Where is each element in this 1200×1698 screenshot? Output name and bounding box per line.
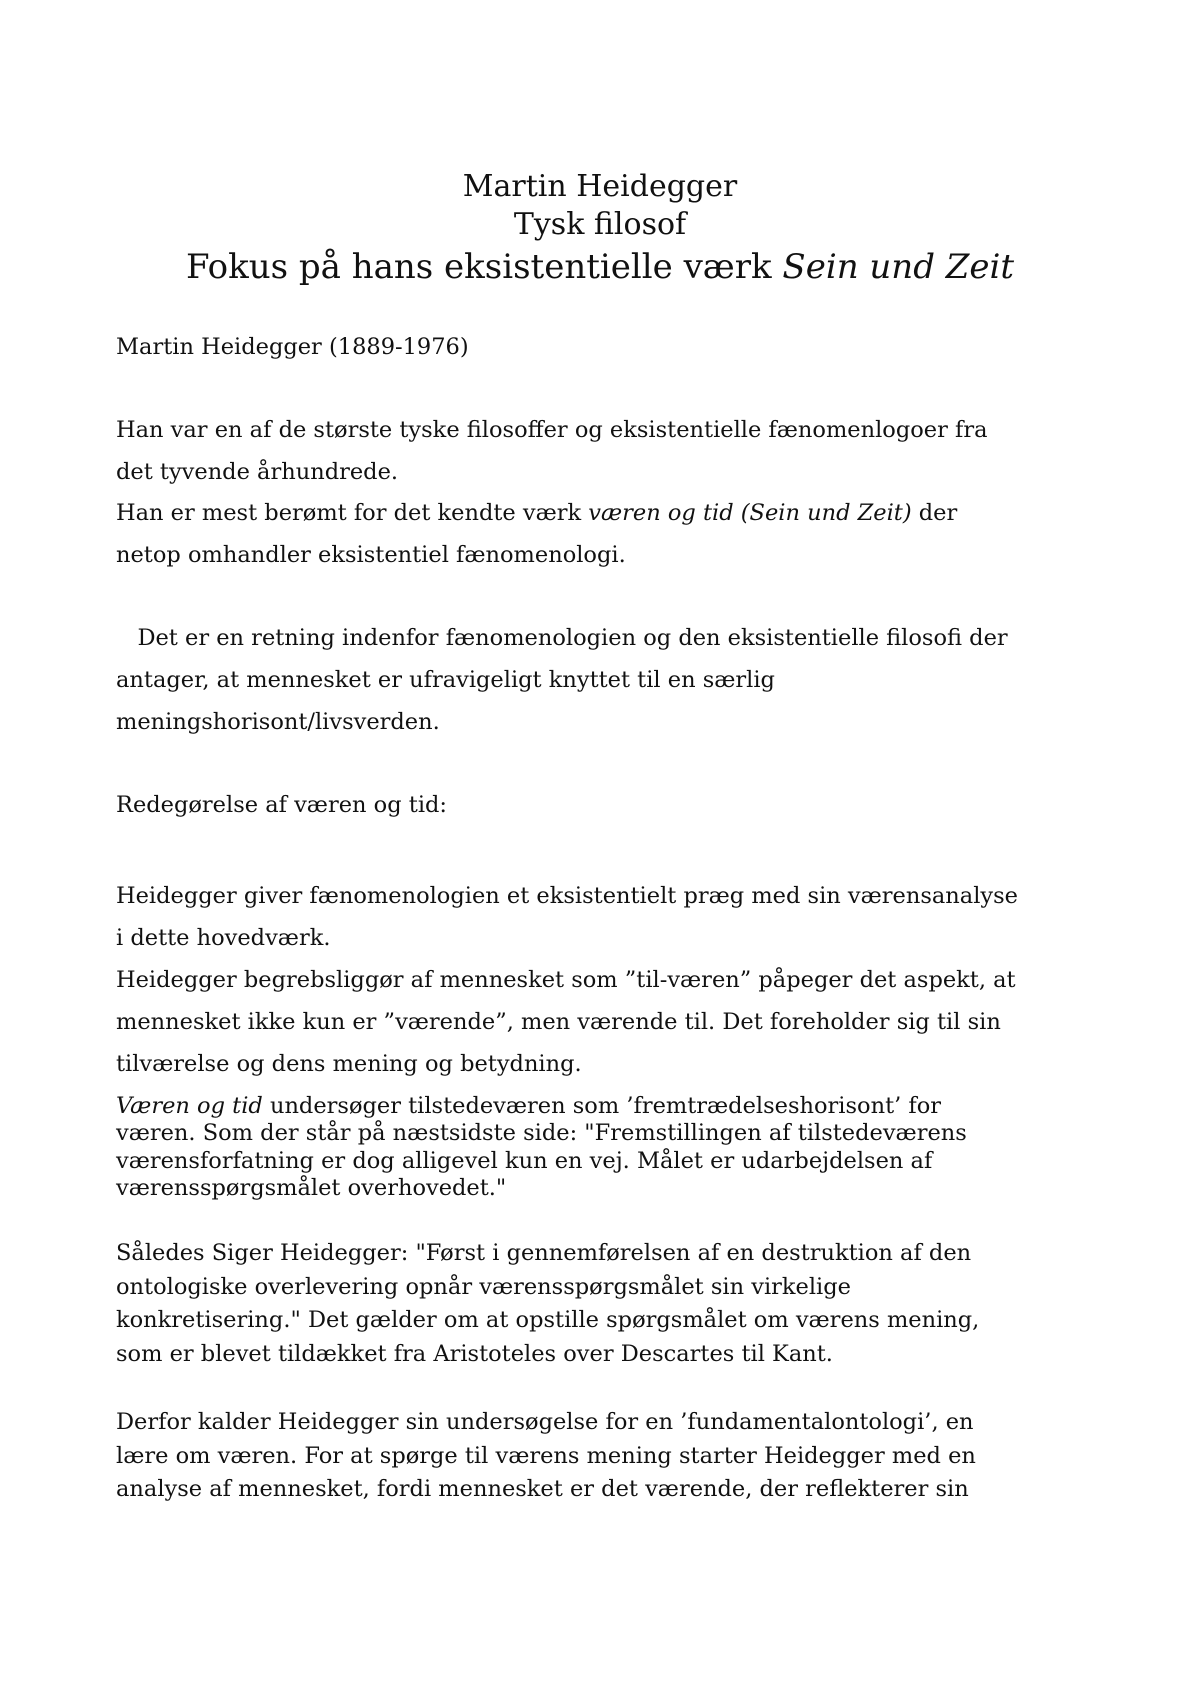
document-subtitle: Tysk filosof [513,207,687,242]
paragraph-line: værensspørgsmålet overhovedet." [116,1175,507,1201]
paragraph-line: værensforfatning er dog alligevel kun en vej. Målet er udarbejdelsen af [116,1148,933,1174]
text-run: der [911,500,958,526]
text-run: undersøger tilstedeværen som ’fremtrædelseshorisont’ for [262,1093,942,1119]
paragraph-line: mennesket ikke kun er ”værende”, men værende til. Det foreholder sig til sin [116,1009,1001,1035]
paragraph-line: lære om væren. For at spørge til værens mening starter Heidegger med en [116,1443,976,1469]
document-title: Martin Heidegger [462,169,738,204]
paragraph-line: tilværelse og dens mening og betydning. [116,1051,582,1077]
paragraph-line: netop omhandler eksistentiel fænomenologi. [116,542,626,568]
focus-prefix: Fokus på hans eksistentielle værk [185,247,783,287]
intro-name-line: Martin Heidegger (1889-1976) [116,334,469,360]
paragraph-line: meningshorisont/livsverden. [116,709,440,735]
focus-work-title: Sein und Zeit [782,247,1015,287]
paragraph-line: Heidegger begrebsliggør af mennesket som ”til-væren” påpeger det aspekt, at [116,967,1016,993]
paragraph-line: ontologiske overlevering opnår værensspørgsmålet sin virkelige [116,1274,851,1300]
paragraph-line: Heidegger giver fænomenologien et eksistentielt præg med sin værensanalyse [116,883,1018,909]
paragraph-line: i dette hovedværk. [116,925,331,951]
text-run: Han er mest berømt for det kendte værk [116,500,589,526]
paragraph-line: væren. Som der står på næstsidste side: "Fremstillingen af tilstedeværens [116,1120,967,1146]
paragraph-line: Han var en af de største tyske filosoffer og eksistentielle fænomenlogoer fra [116,417,988,443]
paragraph-line [116,492,1116,534]
italic-work-title: væren og tid (Sein und Zeit) [588,500,912,526]
title-block [0,168,1200,290]
section-heading: Redegørelse af væren og tid: [116,792,447,818]
paragraph-line [116,1093,1116,1121]
paragraph-line: analyse af mennesket, fordi mennesket er det værende, der reflekterer sin [116,1476,969,1502]
paragraph-line: antager, at mennesket er ufravigeligt knyttet til en særlig [116,667,775,693]
paragraph-line: det tyvende århundrede. [116,459,399,485]
document-focus-heading [0,244,1200,290]
italic-work-title: Væren og tid [116,1093,263,1119]
paragraph-line: konkretisering." Det gælder om at opstille spørgsmålet om værens mening, [116,1307,980,1333]
paragraph-line: Det er en retning indenfor fænomenologien og den eksistentielle filosofi der [116,625,1008,651]
paragraph-line: som er blevet tildækket fra Aristoteles over Descartes til Kant. [116,1341,833,1367]
paragraph-line: Derfor kalder Heidegger sin undersøgelse for en ’fundamentalontologi’, en [116,1409,974,1435]
paragraph-line: Således Siger Heidegger: "Først i gennemførelsen af en destruktion af den [116,1240,972,1266]
